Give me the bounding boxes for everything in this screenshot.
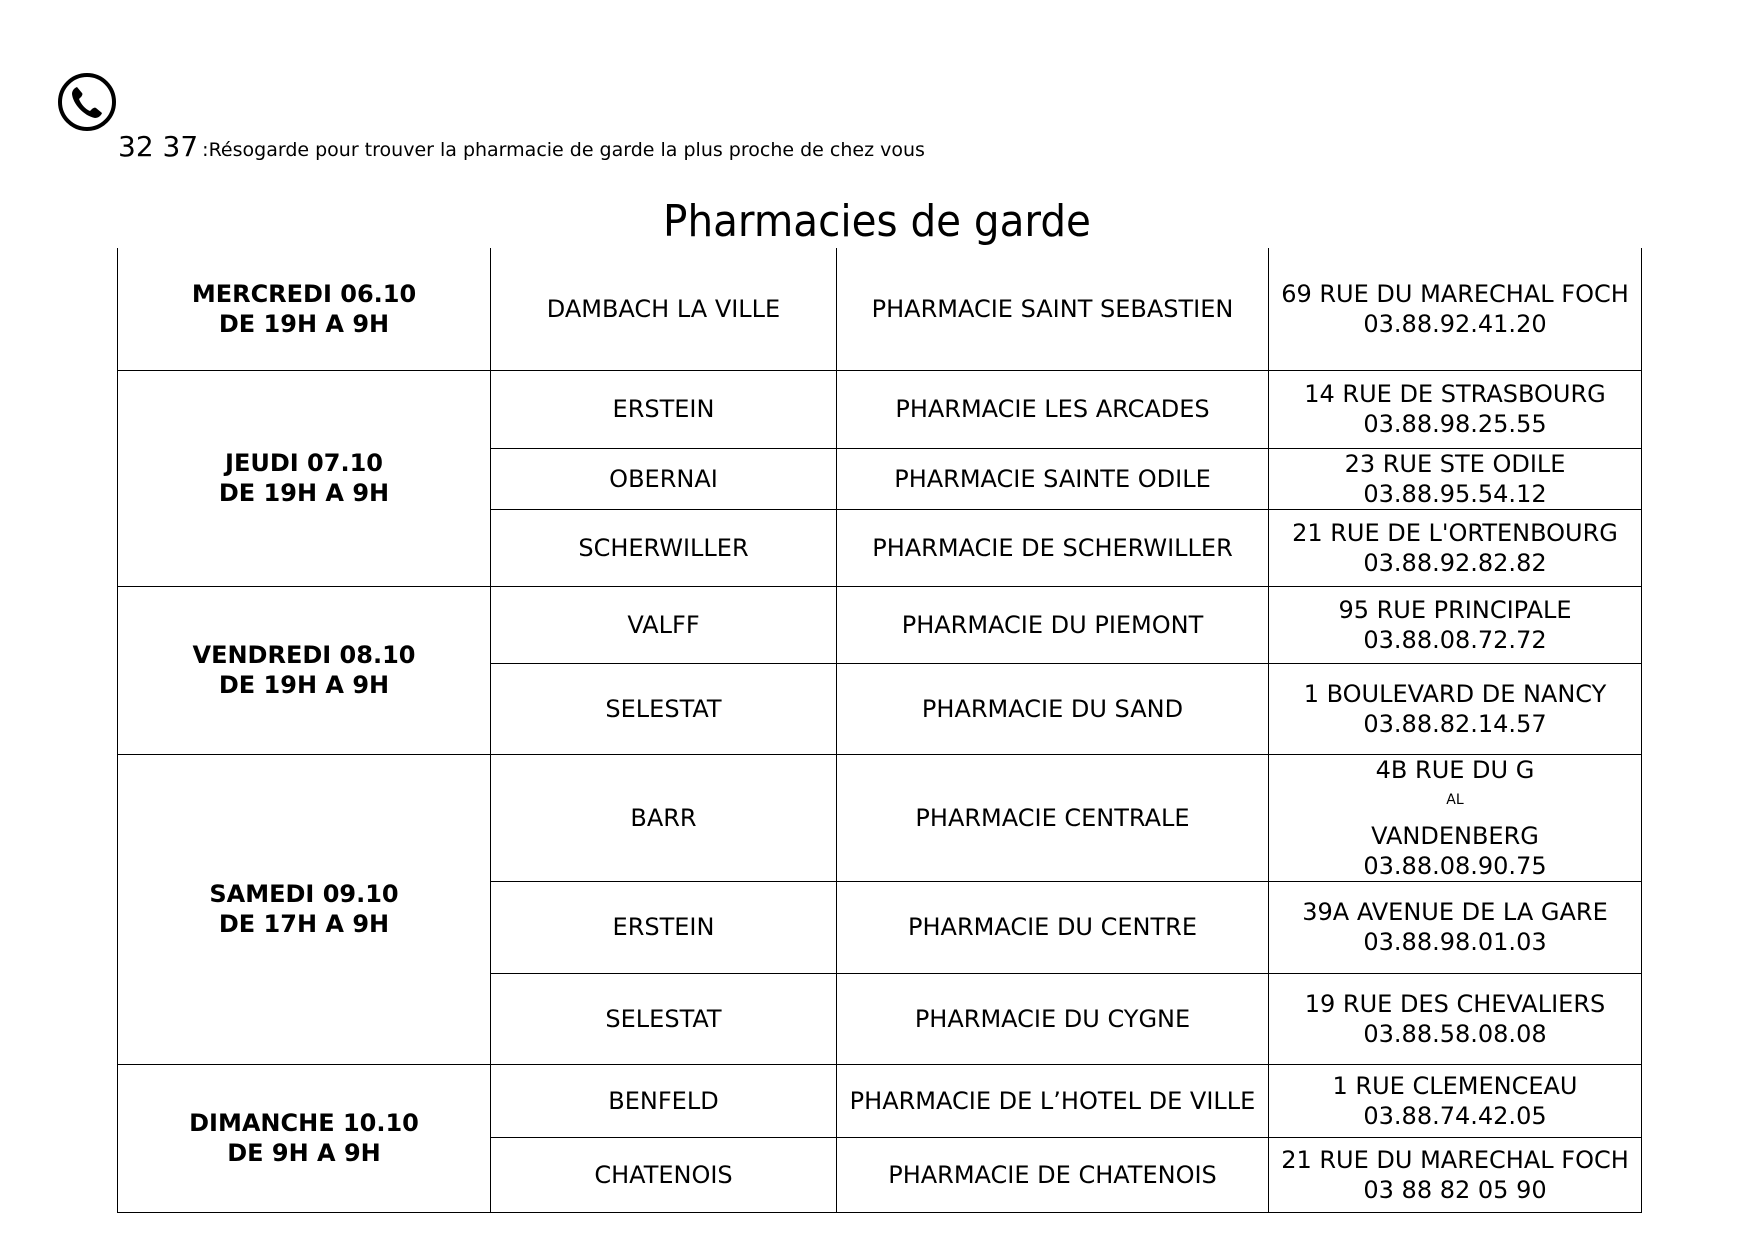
pharmacy-name-cell: PHARMACIE DE SCHERWILLER	[837, 509, 1269, 586]
town-cell: BENFELD	[491, 1064, 837, 1137]
table-row	[118, 754, 1642, 881]
town-cell: DAMBACH LA VILLE	[491, 248, 837, 370]
address-cell	[1269, 663, 1642, 754]
address-line: 69 RUE DU MARECHAL FOCH	[1281, 279, 1629, 308]
day-hours: DE 19H A 9H	[218, 309, 390, 338]
phone-number: 03.88.98.01.03	[1363, 928, 1547, 956]
address-line: 21 RUE DU MARECHAL FOCH	[1281, 1145, 1629, 1174]
address-line: 14 RUE DE STRASBOURG	[1304, 380, 1606, 408]
address-cell	[1269, 973, 1642, 1064]
hotline-number: 32 37	[118, 130, 199, 163]
address-line: 39A AVENUE DE LA GARE	[1302, 898, 1608, 926]
phone-number: 03.88.95.54.12	[1363, 479, 1547, 508]
pharmacy-schedule-table	[117, 248, 1642, 1213]
address-line: 95 RUE PRINCIPALE	[1338, 595, 1572, 624]
pharmacy-name-cell: PHARMACIE SAINTE ODILE	[837, 448, 1269, 509]
page-title: Pharmacies de garde	[663, 196, 1091, 247]
day-hours: DE 19H A 9H	[218, 479, 390, 507]
phone-number: 03 88 82 05 90	[1363, 1175, 1547, 1204]
address-line: 1 BOULEVARD DE NANCY	[1303, 679, 1607, 708]
day-hours: DE 19H A 9H	[218, 671, 390, 699]
pharmacy-name-cell: PHARMACIE LES ARCADES	[837, 370, 1269, 448]
address-line	[1275, 755, 1635, 851]
address-cell	[1269, 881, 1642, 973]
day-label: MERCREDI 06.10	[191, 279, 417, 308]
hotline-description: :Résogarde pour trouver la pharmacie de garde la plus proche de chez vous	[202, 139, 925, 161]
pharmacy-name-cell: PHARMACIE DU SAND	[837, 663, 1269, 754]
town-cell: BARR	[491, 754, 837, 881]
address-part: VANDENBERG	[1371, 821, 1539, 850]
phone-icon	[57, 72, 117, 132]
town-cell: ERSTEIN	[491, 370, 837, 448]
day-label: JEUDI 07.10	[225, 449, 383, 477]
pharmacy-name-cell: PHARMACIE DU CENTRE	[837, 881, 1269, 973]
phone-number: 03.88.74.42.05	[1363, 1101, 1547, 1130]
phone-number: 03.88.92.82.82	[1363, 548, 1547, 577]
pharmacy-name-cell: PHARMACIE DE CHATENOIS	[837, 1137, 1269, 1212]
address-cell	[1269, 370, 1642, 448]
pharmacy-name-cell: PHARMACIE DU PIEMONT	[837, 586, 1269, 663]
phone-number: 03.88.08.72.72	[1363, 625, 1547, 654]
pharmacy-name-cell: PHARMACIE SAINT SEBASTIEN	[837, 248, 1269, 370]
phone-number: 03.88.82.14.57	[1363, 709, 1547, 738]
day-cell	[118, 370, 491, 586]
phone-number: 03.88.08.90.75	[1363, 851, 1547, 880]
address-cell	[1269, 754, 1642, 881]
hotline-info	[118, 130, 925, 163]
table-row	[118, 248, 1642, 370]
town-cell: CHATENOIS	[491, 1137, 837, 1212]
day-hours: DE 9H A 9H	[227, 1139, 381, 1167]
day-cell	[118, 248, 491, 370]
day-cell	[118, 754, 491, 1064]
pharmacy-name-cell: PHARMACIE DU CYGNE	[837, 973, 1269, 1064]
day-cell	[118, 586, 491, 754]
address-cell	[1269, 509, 1642, 586]
town-cell: OBERNAI	[491, 448, 837, 509]
address-part: 4B RUE DU G	[1375, 755, 1535, 784]
pharmacy-name-cell: PHARMACIE DE L’HOTEL DE VILLE	[837, 1064, 1269, 1137]
day-label: DIMANCHE 10.10	[189, 1109, 419, 1137]
table-row	[118, 1064, 1642, 1137]
town-cell: SELESTAT	[491, 663, 837, 754]
address-line: 1 RUE CLEMENCEAU	[1332, 1071, 1578, 1100]
address-line: 23 RUE STE ODILE	[1344, 449, 1566, 478]
day-label: VENDREDI 08.10	[192, 641, 416, 669]
day-hours: DE 17H A 9H	[218, 910, 390, 938]
table-row	[118, 586, 1642, 663]
address-superscript: AL	[1446, 791, 1464, 808]
address-line: 21 RUE DE L'ORTENBOURG	[1292, 518, 1618, 547]
town-cell: ERSTEIN	[491, 881, 837, 973]
town-cell: SELESTAT	[491, 973, 837, 1064]
town-cell: VALFF	[491, 586, 837, 663]
address-cell	[1269, 248, 1642, 370]
address-cell	[1269, 586, 1642, 663]
pharmacy-name-cell: PHARMACIE CENTRALE	[837, 754, 1269, 881]
address-cell	[1269, 448, 1642, 509]
table-row	[118, 370, 1642, 448]
day-cell	[118, 1064, 491, 1212]
phone-number: 03.88.98.25.55	[1363, 410, 1547, 438]
day-label: SAMEDI 09.10	[209, 880, 399, 908]
address-line: 19 RUE DES CHEVALIERS	[1304, 989, 1606, 1018]
address-cell	[1269, 1137, 1642, 1212]
address-cell	[1269, 1064, 1642, 1137]
town-cell: SCHERWILLER	[491, 509, 837, 586]
phone-number: 03.88.92.41.20	[1363, 309, 1547, 338]
phone-number: 03.88.58.08.08	[1363, 1019, 1547, 1048]
